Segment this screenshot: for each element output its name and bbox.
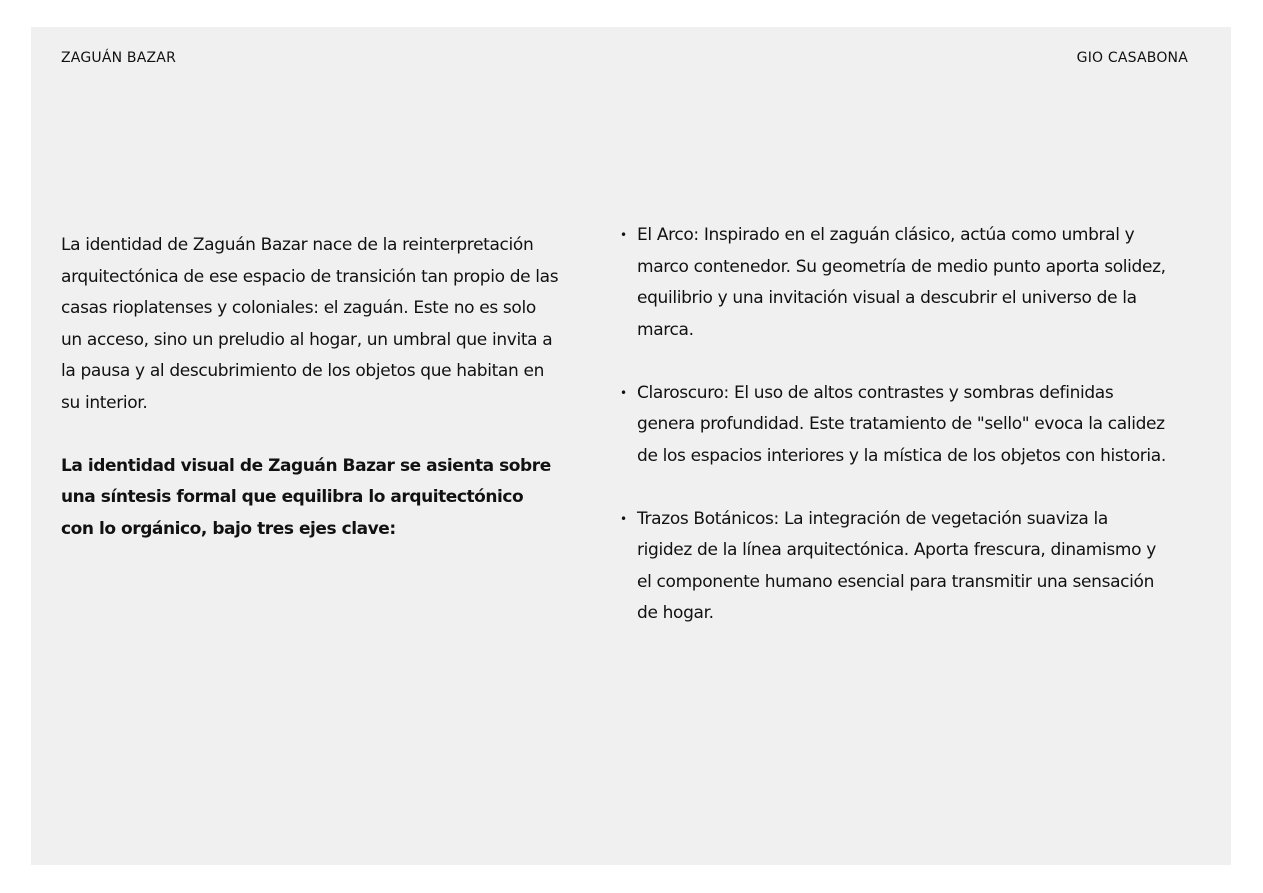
intro-lead: La identidad visual de Zaguán Bazar se asienta sobre una síntesis formal que equilibra lo arquitectónico con lo orgánico, bajo tres ejes clave: [61,455,551,539]
bullet-icon: • [620,511,627,526]
bullet-icon: • [620,228,627,242]
key-axes-list [616,220,1186,661]
slide-panel [31,27,1231,865]
intro-paragraph: La identidad de Zaguán Bazar nace de la reinterpretación arquitectónica de ese espacio de transición tan propio de las casas rioplatenses y coloniales: el zaguán. Este no es solo un acceso, sino un preludio al hogar, un umbral que invita a la pausa y al descubrimiento de los objetos que habitan en su interior. [61,235,559,413]
intro-column [61,230,561,577]
list-item-arco [616,220,1167,346]
list-item-text: Trazos Botánicos: La integración de vegetación suaviza la rigidez de la línea arquitectónica. Aporta frescura, dinamismo y el componente humano esencial para transmitir una sensación de hogar. [637,508,1156,623]
brand-name: ZAGUÁN BAZAR [61,50,176,66]
author-name: GIO CASABONA [1076,50,1188,66]
list-item-text: Claroscuro: El uso de altos contrastes y sombras definidas genera profundidad. Este tratamiento de "sello" evoca la calidez de los espacios interiores y la mística de los objetos con historia. [637,382,1166,466]
list-item-text: El Arco: Inspirado en el zaguán clásico, actúa como umbral y marco contenedor. Su geometría de medio punto aporta solidez, equilibrio y una invitación visual a descubrir el universo de la marca. [637,225,1166,340]
bullet-icon: • [620,385,627,400]
list-item-trazos-botanicos [616,504,1167,630]
list-item-claroscuro [616,378,1167,473]
